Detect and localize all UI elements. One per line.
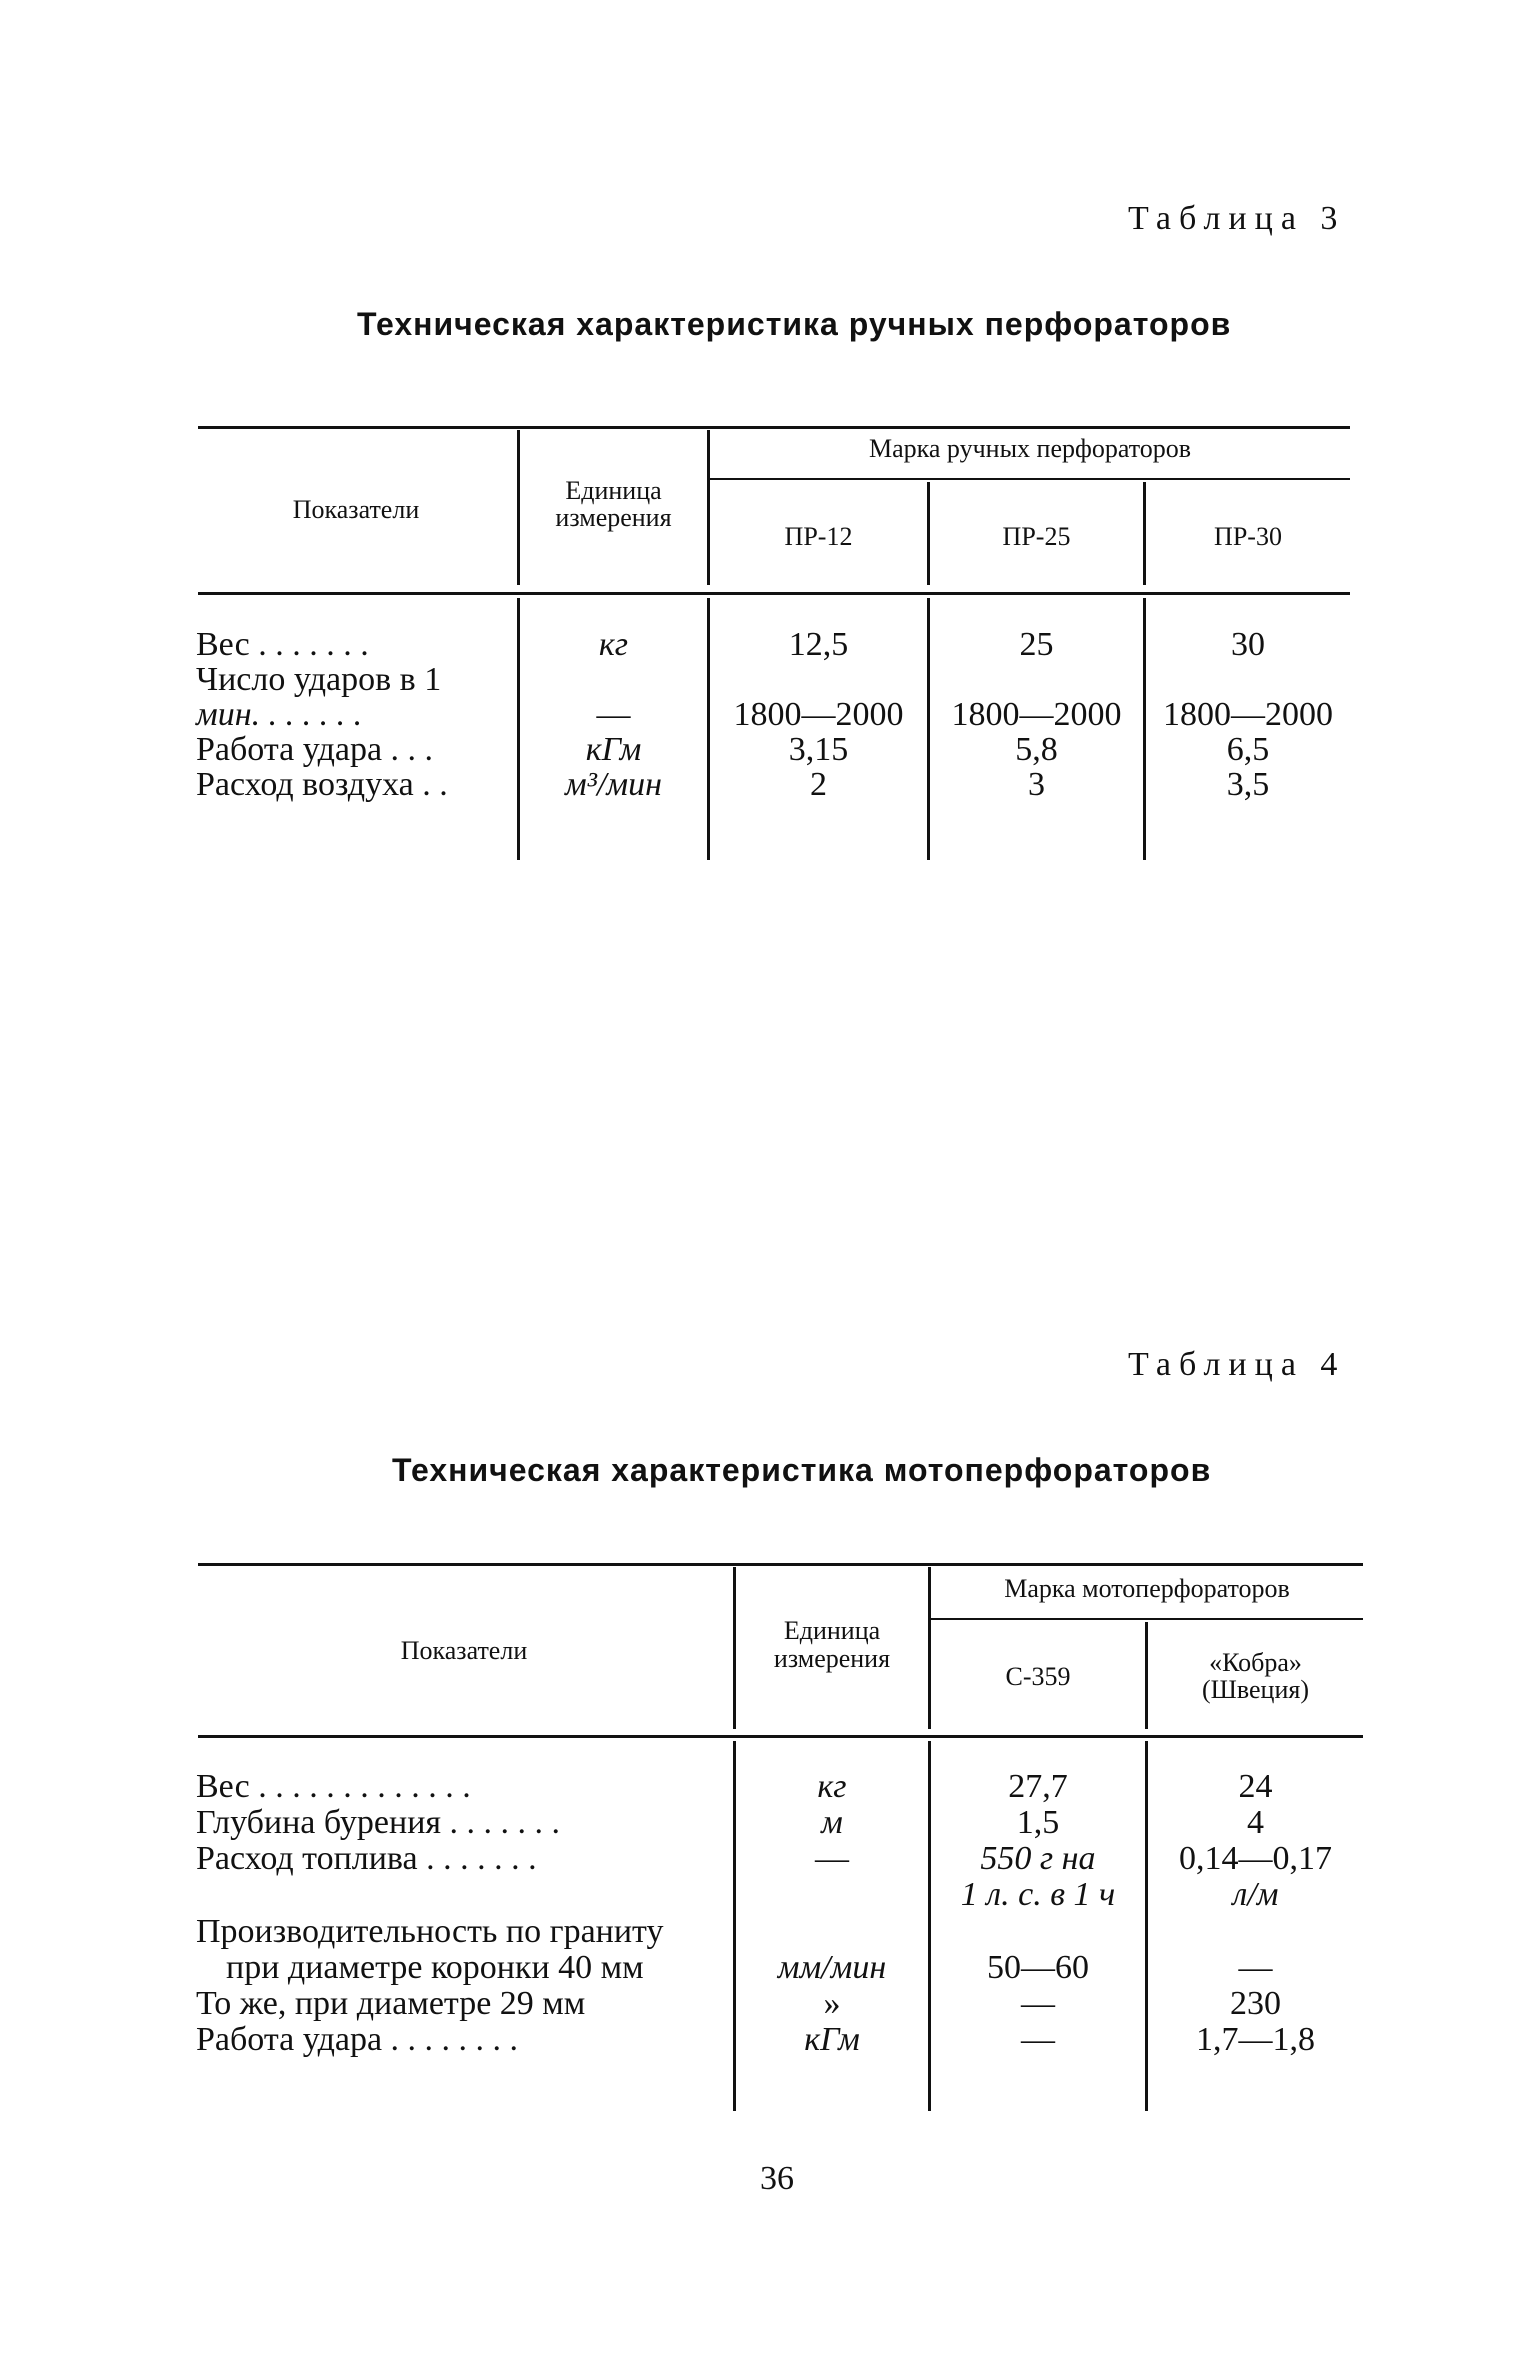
table3-row-name: Расход воздуха . . <box>196 766 448 803</box>
table3-row-unit: м³/мин <box>565 766 662 803</box>
page-number: 36 <box>760 2160 794 2197</box>
table3-row-name: Число ударов в 1 <box>196 661 442 698</box>
table4-row-value: — <box>1238 1949 1273 1986</box>
table3-row-name: мин. . . . . . . <box>196 696 363 733</box>
table3-row-value: 2 <box>810 766 827 803</box>
table3-title: Техническая характеристика ручных перфораторов <box>357 306 1232 342</box>
table4-row-value: — <box>1021 2021 1055 2058</box>
table3-row-value: 5,8 <box>1015 731 1058 768</box>
table3-label: Таблица 3 <box>1128 200 1346 237</box>
table4-row-value: 0,14—0,17 <box>1179 1840 1332 1877</box>
table4-row-name: Расход топлива . . . . . . . <box>196 1840 537 1877</box>
table3-row-value: 6,5 <box>1226 731 1270 768</box>
table4-row-unit: — <box>815 1840 849 1877</box>
table4-col-model-2-line2: (Швеция) <box>1202 1675 1309 1704</box>
table3-col-model-1: ПР-12 <box>784 522 853 551</box>
table4-row-unit: кГм <box>804 2021 860 2058</box>
table4-row-value: 27,7 <box>1008 1768 1068 1805</box>
table4-row-name: Глубина бурения . . . . . . . <box>196 1804 561 1841</box>
table3-row-value: 1800—2000 <box>733 696 904 733</box>
table3-row-unit: кГм <box>585 731 642 768</box>
table4-row-name: при диаметре коронки 40 мм <box>226 1949 644 1986</box>
table4-col-model-2-line1: «Кобра» <box>1209 1648 1302 1677</box>
table3-col-indicators: Показатели <box>292 495 420 524</box>
table3-row-name: Вес . . . . . . . <box>196 626 369 663</box>
table3-row-value: 25 <box>1019 626 1054 663</box>
table3-col-model-3: ПР-30 <box>1214 522 1282 551</box>
table3-col-unit-line1: Единица <box>565 476 662 505</box>
table4-group-rule <box>931 1618 1363 1620</box>
table4-row-value: 550 г на <box>980 1840 1096 1877</box>
table4-col-unit-line2: измерения <box>773 1644 891 1673</box>
table3-row-value: 30 <box>1231 626 1265 663</box>
table3-row-value: 3,5 <box>1226 766 1270 803</box>
table4-row-name: Работа удара . . . . . . . . <box>196 2021 519 2058</box>
table4-row-name: То же, при диаметре 29 мм <box>196 1985 586 2022</box>
table3-group-rule <box>709 478 1350 480</box>
table3-header-rule <box>198 592 1350 595</box>
table3-row-value: 3 <box>1028 766 1045 803</box>
table4-col-unit-line1: Единица <box>783 1616 881 1645</box>
table3-col-unit-line2: измерения <box>555 503 672 532</box>
table4-row-value: 4 <box>1247 1804 1264 1841</box>
table4-top-rule <box>198 1563 1363 1566</box>
table4-row-value: — <box>1021 1985 1055 2022</box>
table4-row-unit: » <box>823 1985 841 2022</box>
table4-row-value: 1,7—1,8 <box>1196 2021 1315 2058</box>
table3-row-value: 1800—2000 <box>1163 696 1333 733</box>
table4-col-indicators: Показатели <box>400 1636 528 1665</box>
table4-row-value: л/м <box>1232 1876 1279 1913</box>
table4-row-unit: кг <box>817 1768 847 1805</box>
table4-title: Техническая характеристика мотоперфораторов <box>392 1452 1212 1488</box>
table3-col-group: Марка ручных перфораторов <box>868 434 1192 463</box>
table4-row-name: Вес . . . . . . . . . . . . . <box>196 1768 471 1805</box>
table4-row-value: 230 <box>1230 1985 1281 2022</box>
table4-row-value: 24 <box>1238 1768 1273 1805</box>
table4-header-rule <box>198 1735 1363 1738</box>
table4-label: Таблица 4 <box>1128 1346 1346 1383</box>
table4-col-model-1: С-359 <box>1005 1662 1071 1691</box>
table4-row-value: 1 л. с. в 1 ч <box>960 1876 1116 1913</box>
table4-col-group: Марка мотоперфораторов <box>1004 1574 1290 1603</box>
table3-row-value: 12,5 <box>788 626 849 663</box>
table3-row-value: 1800—2000 <box>951 696 1122 733</box>
table4-row-unit: мм/мин <box>777 1949 887 1986</box>
table4-row-value: 50—60 <box>987 1949 1089 1986</box>
table3-col-model-2: ПР-25 <box>1002 522 1071 551</box>
table4-row-unit: м <box>821 1804 843 1841</box>
table3-row-name: Работа удара . . . <box>196 731 434 768</box>
table4-row-name: Производительность по граниту <box>196 1913 664 1950</box>
table3-row-unit: кг <box>598 626 629 663</box>
table3-row-value: 3,15 <box>788 731 849 768</box>
table3-row-unit: — <box>596 696 631 733</box>
table4-row-value: 1,5 <box>1016 1804 1060 1841</box>
table3-top-rule <box>198 426 1350 429</box>
